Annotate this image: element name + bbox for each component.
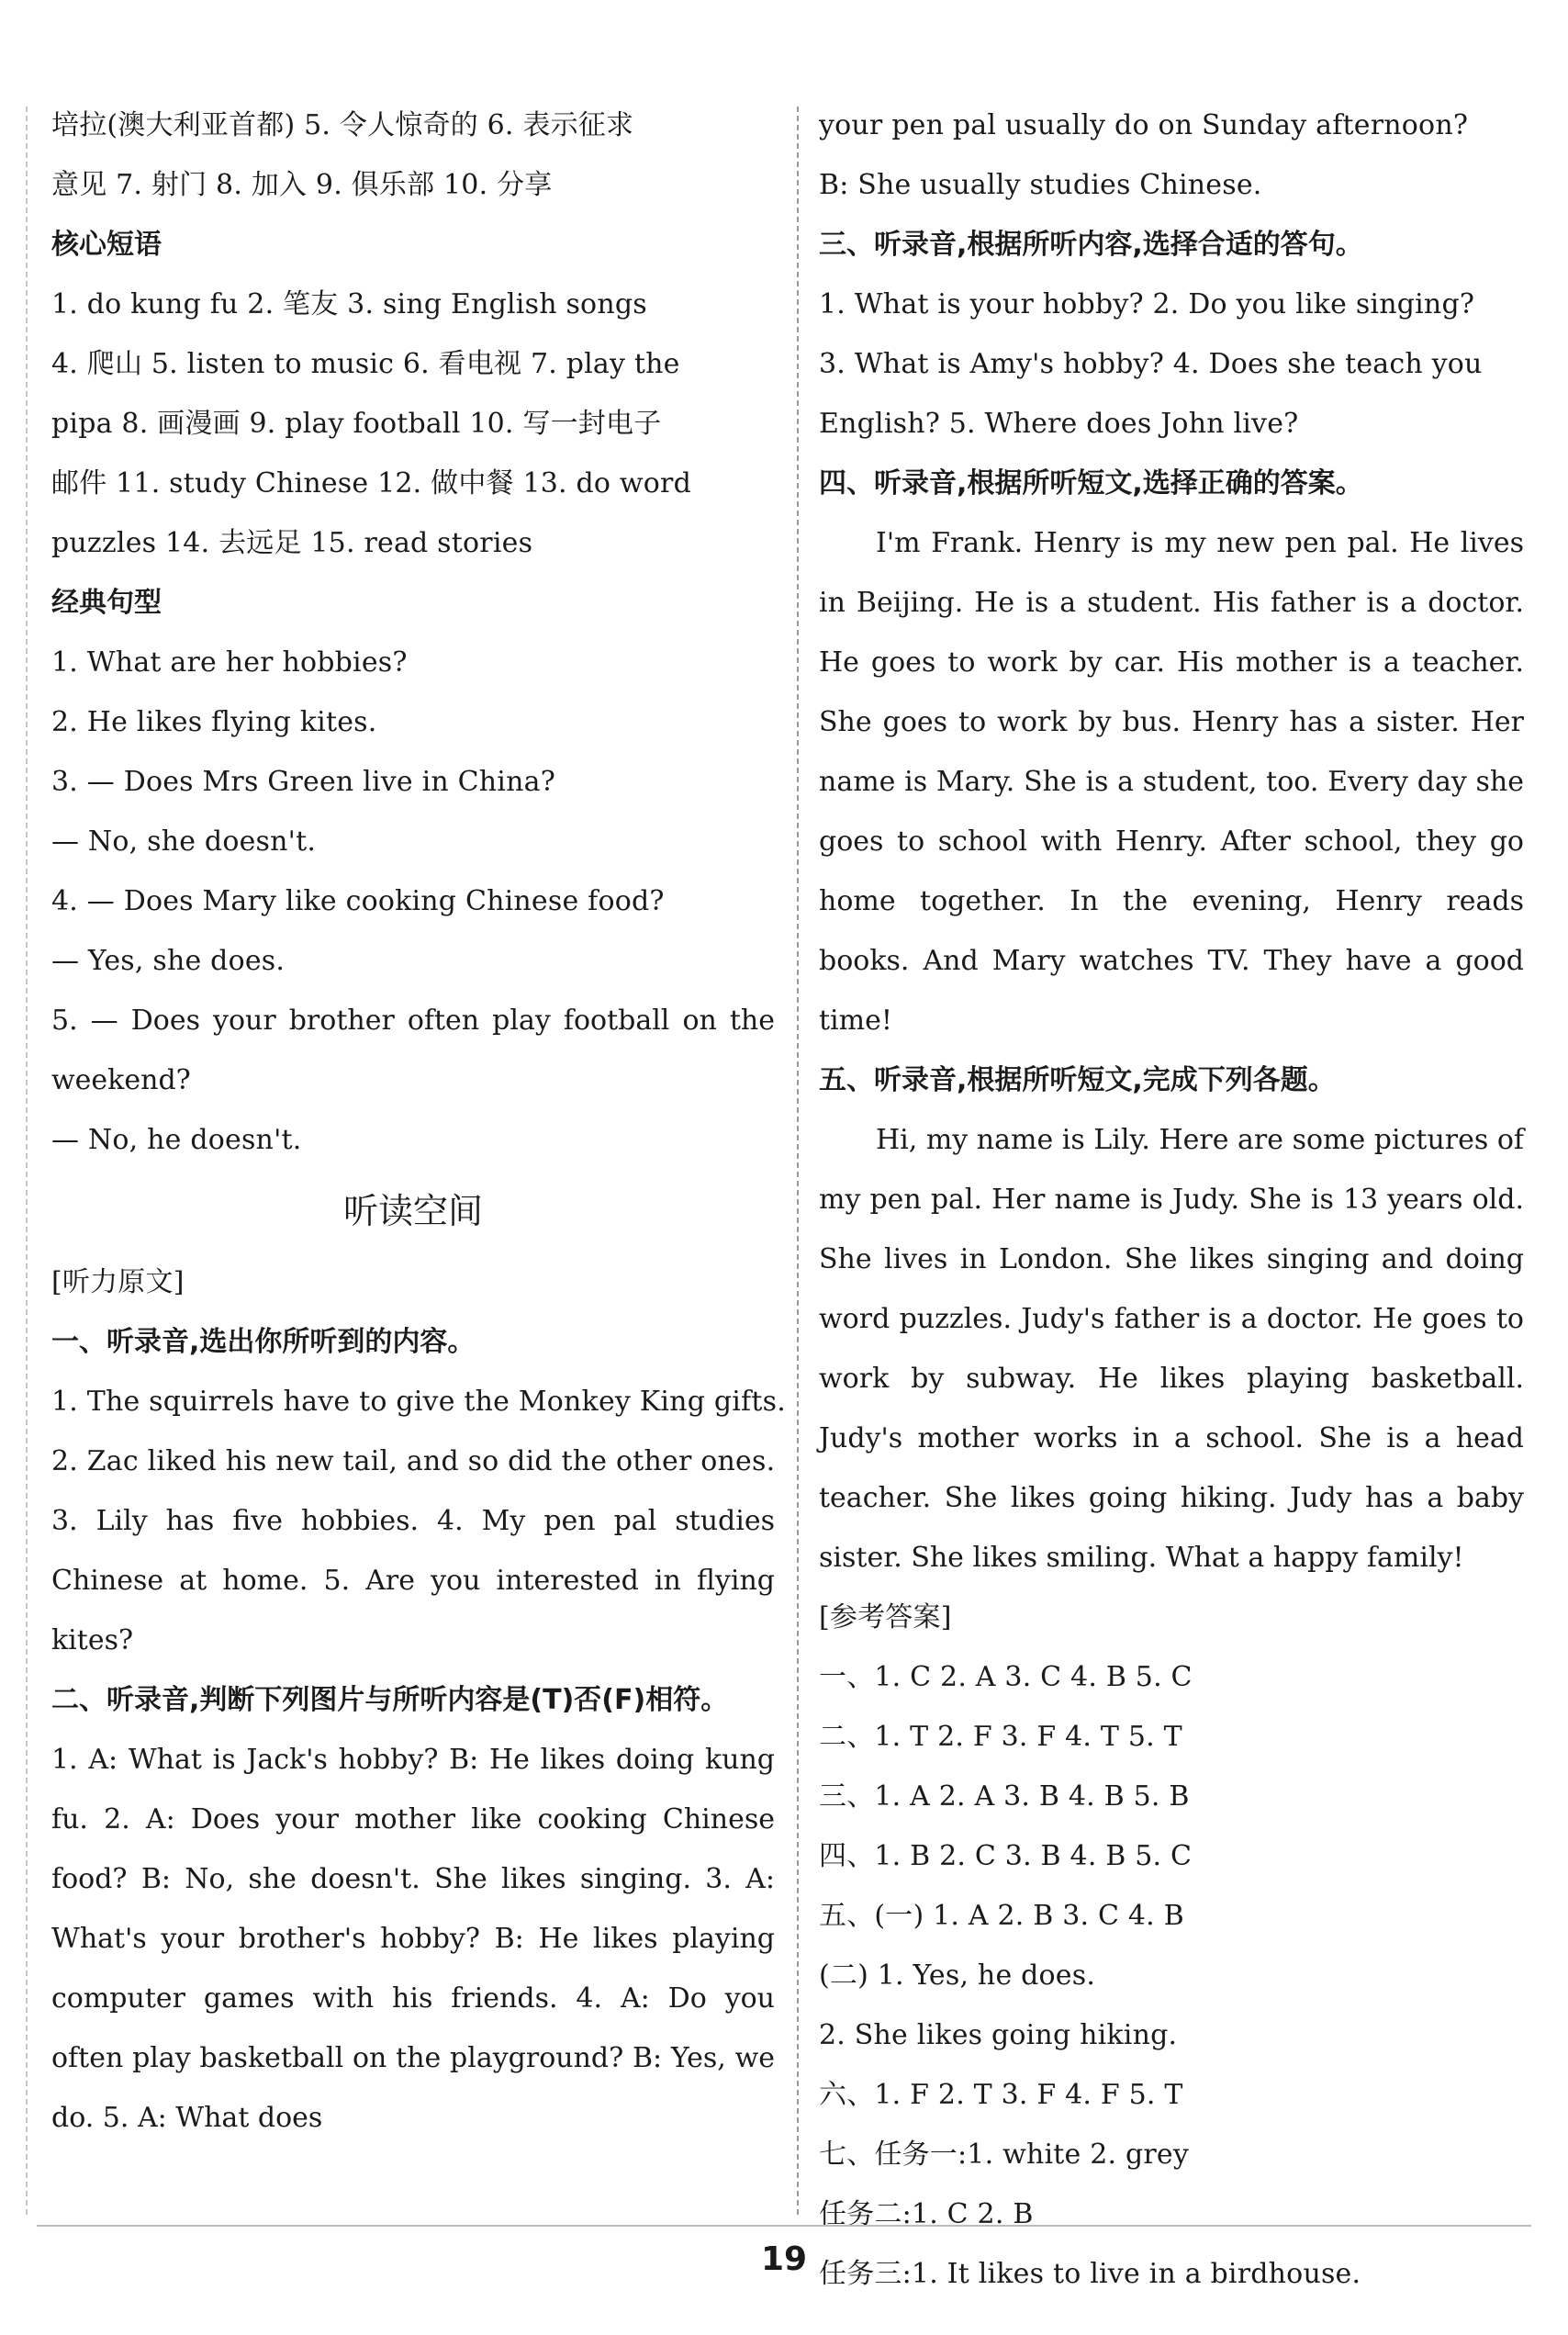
phrase-line: 邮件 11. study Chinese 12. 做中餐 13. do word: [51, 467, 691, 500]
phrase-line: 4. 爬山 5. listen to music 6. 看电视 7. play the: [51, 348, 680, 380]
listening-script-tag: [听力原文]: [51, 1266, 185, 1298]
classic-sentences-heading: 经典句型: [51, 587, 162, 619]
left-column: [51, 95, 786, 2148]
part1-items: 3. Lily has five hobbies. 4. My pen pal studies Chinese at home. 5. Are you interested in flying kites?: [51, 1505, 775, 1656]
dialogue-line: your pen pal usually do on Sunday afternoon?: [819, 109, 1469, 141]
sentence-line: 4. — Does Mary like cooking Chinese food?: [51, 885, 665, 917]
answer-line: 五、(一) 1. A 2. B 3. C 4. B: [819, 1900, 1184, 1932]
part2-dialogues: 1. A: What is Jack's hobby? B: He likes doing kung fu. 2. A: Does your mother like cooking Chinese food? B: No, she doesn't. She likes singing. 3. A: What's your brother's hobby? B: He likes playing computer games with his friends. 4. A: Do you often play basketball on the playground? B: Yes, we do. 5. A: What does: [51, 1744, 775, 2134]
core-phrases-heading: 核心短语: [51, 229, 162, 261]
phrase-line: pipa 8. 画漫画 9. play football 10. 写一封电子: [51, 408, 662, 440]
answer-line: 六、1. F 2. T 3. F 4. F 5. T: [819, 2079, 1183, 2111]
column-divider: [797, 107, 799, 2215]
part1-heading: 一、听录音,选出你所听到的内容。: [51, 1326, 476, 1358]
answer-line: 七、任务一:1. white 2. grey: [819, 2139, 1190, 2171]
part1-item: 2. Zac liked his new tail, and so did the other ones.: [51, 1445, 776, 1477]
part5-heading: 五、听录音,根据所听短文,完成下列各题。: [819, 1064, 1336, 1096]
answer-line: 二、1. T 2. F 3. F 4. T 5. T: [819, 1721, 1182, 1753]
part4-passage: I'm Frank. Henry is my new pen pal. He lives in Beijing. He is a student. His father is a doctor. He goes to work by car. His mother is a teacher. She goes to work by bus. Henry has a sister. Her name is Mary. She is a student, too. Every day she goes to school with Henry. After school, they go home together. In the evening, Henry reads books. And Mary watches TV. They have a good time!: [819, 527, 1524, 1037]
answer-line: 2. She likes going hiking.: [819, 2019, 1178, 2051]
right-column: [819, 95, 1524, 2304]
part3-item: 3. What is Amy's hobby? 4. Does she teach you: [819, 348, 1483, 380]
answer-line: 一、1. C 2. A 3. C 4. B 5. C: [819, 1661, 1193, 1693]
answer-line: 四、1. B 2. C 3. B 4. B 5. C: [819, 1840, 1193, 1872]
part3-item: English? 5. Where does John live?: [819, 408, 1299, 440]
section-title: 听读空间: [342, 1191, 483, 1231]
phrase-line: 1. do kung fu 2. 笔友 3. sing English songs: [51, 288, 647, 320]
answer-line: 任务二:1. C 2. B: [819, 2198, 1034, 2230]
part3-heading: 三、听录音,根据所听内容,选择合适的答句。: [819, 229, 1363, 261]
part2-heading: 二、听录音,判断下列图片与所听内容是(T)否(F)相符。: [51, 1684, 729, 1716]
answer-line: (二) 1. Yes, he does.: [819, 1959, 1096, 1992]
sentence-line: — No, he doesn't.: [51, 1124, 302, 1156]
sentence-line: 3. — Does Mrs Green live in China?: [51, 766, 555, 798]
vocab-line: 意见 7. 射门 8. 加入 9. 俱乐部 10. 分享: [51, 169, 553, 201]
answers-tag: [参考答案]: [819, 1601, 952, 1633]
sentence-line: — Yes, she does.: [51, 945, 286, 977]
answer-line: 三、1. A 2. A 3. B 4. B 5. B: [819, 1780, 1190, 1813]
footer-rule: [37, 2225, 1531, 2227]
page-number: 19: [760, 2240, 808, 2278]
sentence-line: 5. — Does your brother often play football on the weekend?: [51, 1005, 775, 1096]
part5-passage: Hi, my name is Lily. Here are some pictures of my pen pal. Her name is Judy. She is 13 years old. She lives in London. She likes singing and doing word puzzles. Judy's father is a doctor. He goes to work by subway. He likes playing basketball. Judy's mother works in a school. She is a head teacher. She likes going hiking. Judy has a baby sister. She likes smiling. What a happy family!: [819, 1124, 1524, 1574]
vocab-line: 培拉(澳大利亚首都) 5. 令人惊奇的 6. 表示征求: [51, 109, 634, 141]
sentence-line: — No, she doesn't.: [51, 825, 317, 858]
part3-item: 1. What is your hobby? 2. Do you like singing?: [819, 288, 1475, 320]
dialogue-line: B: She usually studies Chinese.: [819, 169, 1262, 201]
part1-item: 1. The squirrels have to give the Monkey King gifts.: [51, 1386, 786, 1418]
phrase-line: puzzles 14. 去远足 15. read stories: [51, 527, 533, 559]
answer-line: 任务三:1. It likes to live in a birdhouse.: [819, 2258, 1361, 2290]
part4-heading: 四、听录音,根据所听短文,选择正确的答案。: [819, 467, 1363, 500]
sentence-line: 1. What are her hobbies?: [51, 646, 408, 679]
margin-rule: [26, 107, 28, 2215]
sentence-line: 2. He likes flying kites.: [51, 706, 377, 738]
